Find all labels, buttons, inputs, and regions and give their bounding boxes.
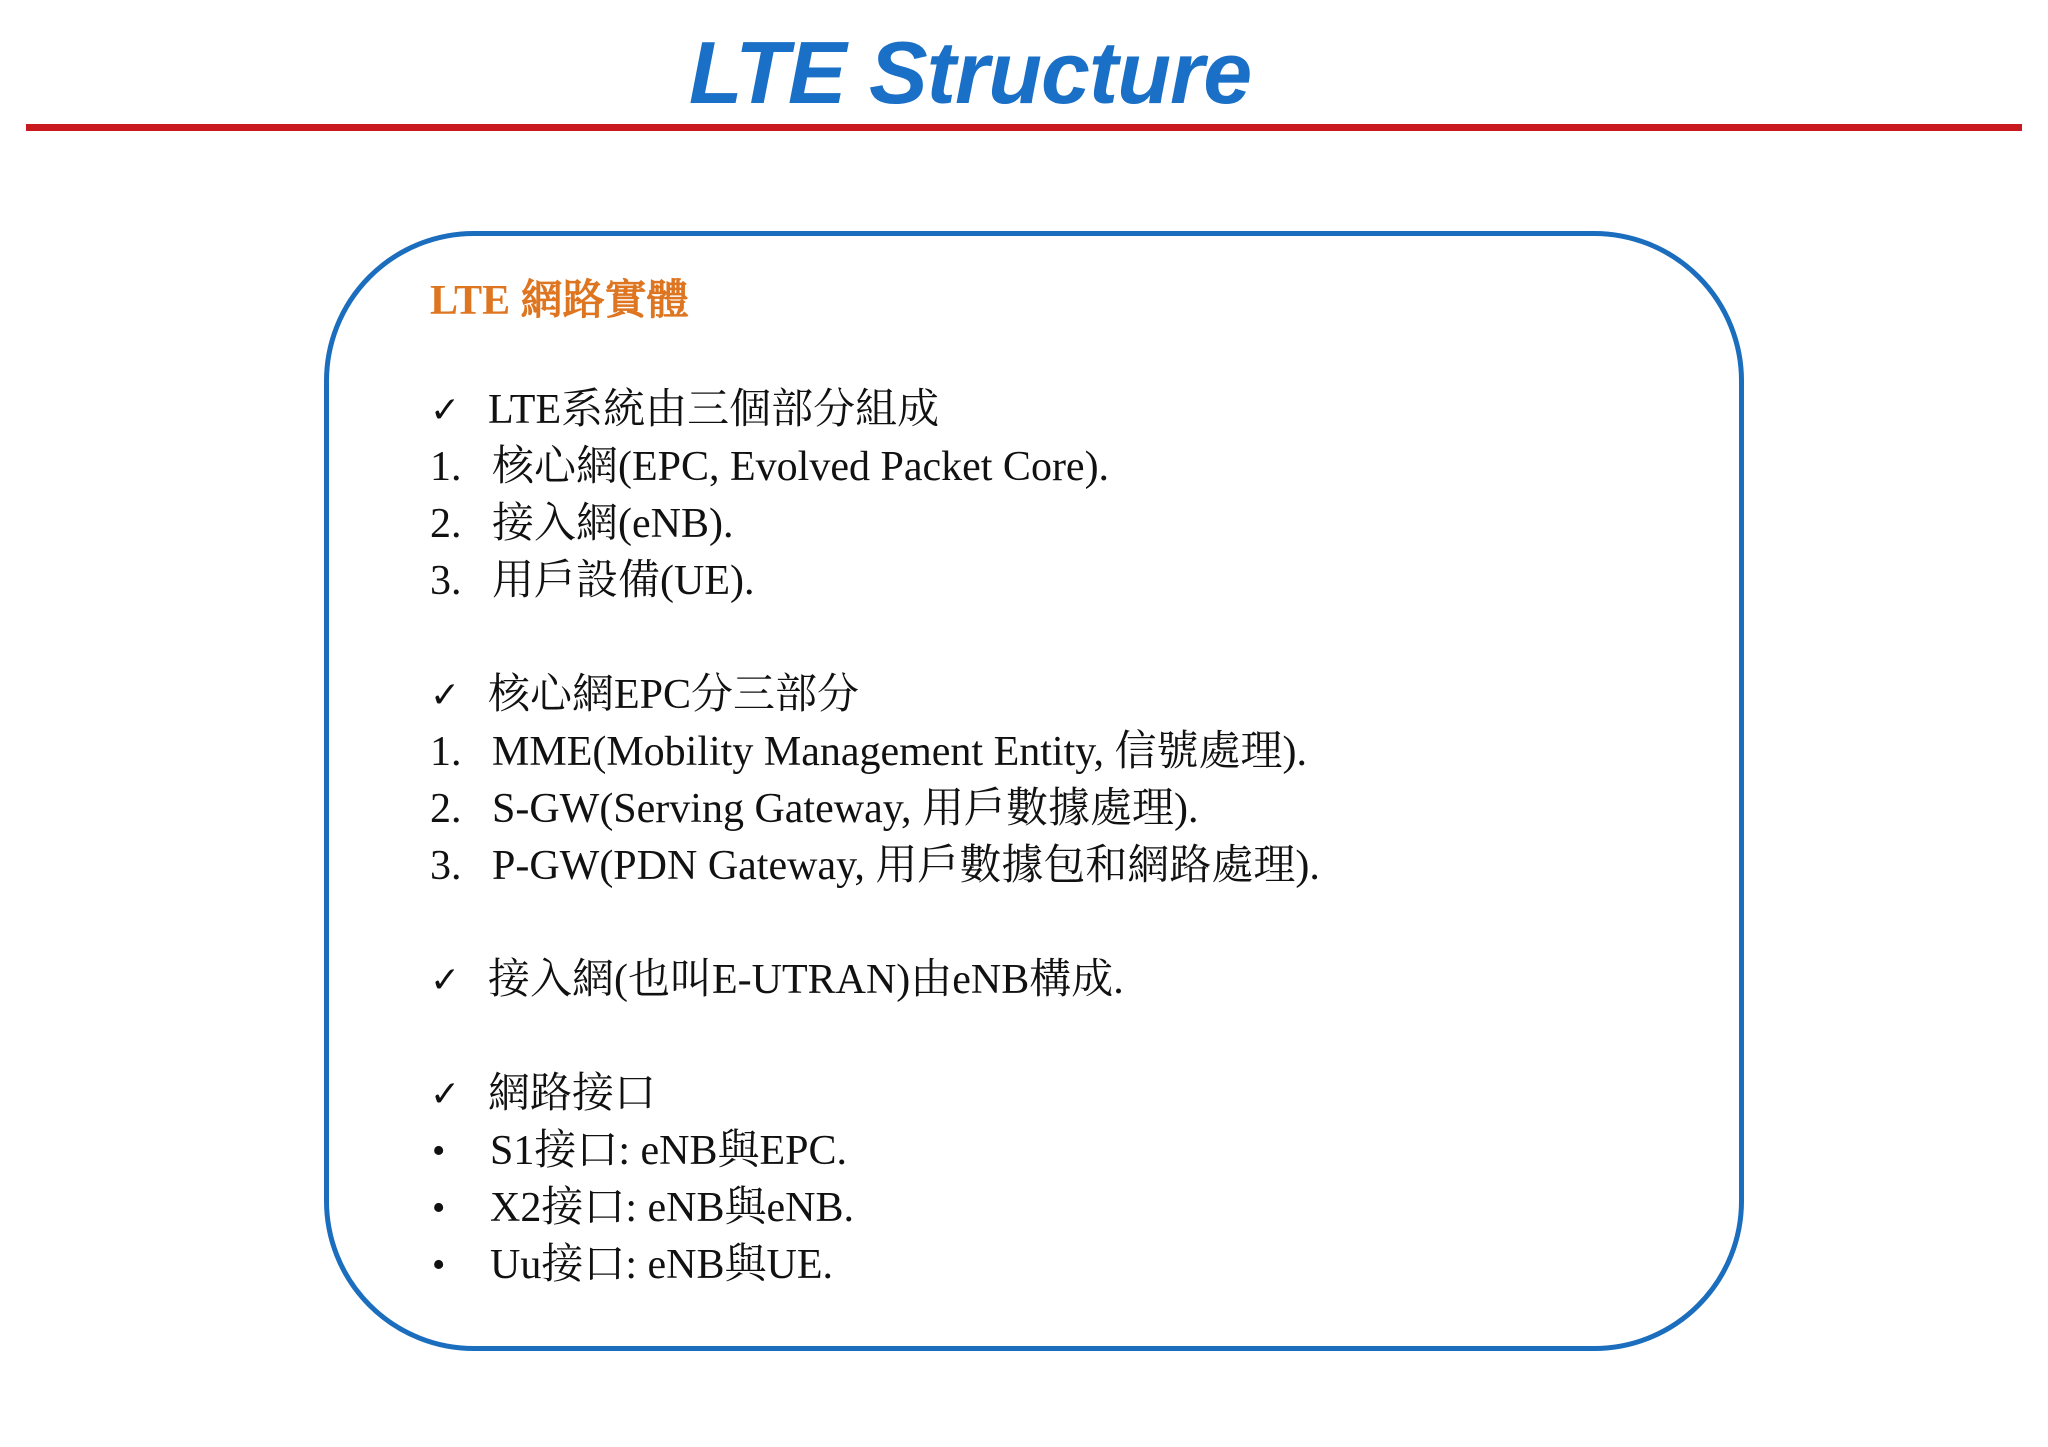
list-number: 2. — [430, 786, 462, 832]
checkmark-icon: ✓ — [430, 1074, 461, 1115]
slide-title: LTE Structure — [688, 23, 1252, 122]
bullet-icon: • — [432, 1187, 446, 1229]
checklist-text: 核心網EPC分三部分 — [488, 672, 860, 718]
list-item — [430, 496, 1730, 553]
list-item — [430, 838, 1730, 895]
list-text: 接入網(eNB). — [492, 501, 734, 547]
checklist-text: LTE系統由三個部分組成 — [488, 387, 940, 433]
bullet-icon: • — [432, 1130, 446, 1172]
section-epc-parts — [430, 667, 1730, 895]
checklist-item — [430, 952, 1730, 1009]
title-divider — [26, 124, 2022, 131]
list-text: MME(Mobility Management Entity, 信號處理). — [492, 729, 1308, 775]
list-item — [430, 724, 1730, 781]
checklist-item — [430, 382, 1730, 439]
checklist-text: 網路接口 — [488, 1071, 657, 1117]
checkmark-icon: ✓ — [430, 675, 461, 716]
checkmark-icon: ✓ — [430, 390, 461, 431]
checklist-item — [430, 1066, 1730, 1123]
list-text: S1接口: eNB與EPC. — [490, 1128, 848, 1174]
list-number: 3. — [430, 843, 462, 889]
content-body — [430, 268, 1730, 1351]
list-text: Uu接口: eNB與UE. — [490, 1242, 833, 1288]
list-item — [430, 439, 1730, 496]
list-item — [430, 1123, 1730, 1180]
list-number: 1. — [430, 444, 462, 490]
list-text: 用戶設備(UE). — [492, 558, 755, 604]
list-text: S-GW(Serving Gateway, 用戶數據處理). — [492, 786, 1199, 832]
section-lte-components — [430, 382, 1730, 610]
bullet-icon: • — [432, 1244, 446, 1286]
list-number: 1. — [430, 729, 462, 775]
list-text: P-GW(PDN Gateway, 用戶數據包和網路處理). — [492, 843, 1320, 889]
section-heading: LTE 網路實體 — [430, 278, 689, 324]
checkmark-icon: ✓ — [430, 960, 461, 1001]
list-number: 2. — [430, 501, 462, 547]
section-access-network — [430, 952, 1730, 1009]
list-text: X2接口: eNB與eNB. — [490, 1185, 854, 1231]
list-number: 3. — [430, 558, 462, 604]
section-network-interfaces — [430, 1066, 1730, 1294]
list-text: 核心網(EPC, Evolved Packet Core). — [492, 444, 1110, 490]
list-item — [430, 1237, 1730, 1294]
list-item — [430, 1180, 1730, 1237]
checklist-item — [430, 667, 1730, 724]
checklist-text: 接入網(也叫E-UTRAN)由eNB構成. — [488, 957, 1124, 1003]
list-item — [430, 781, 1730, 838]
list-item — [430, 553, 1730, 610]
